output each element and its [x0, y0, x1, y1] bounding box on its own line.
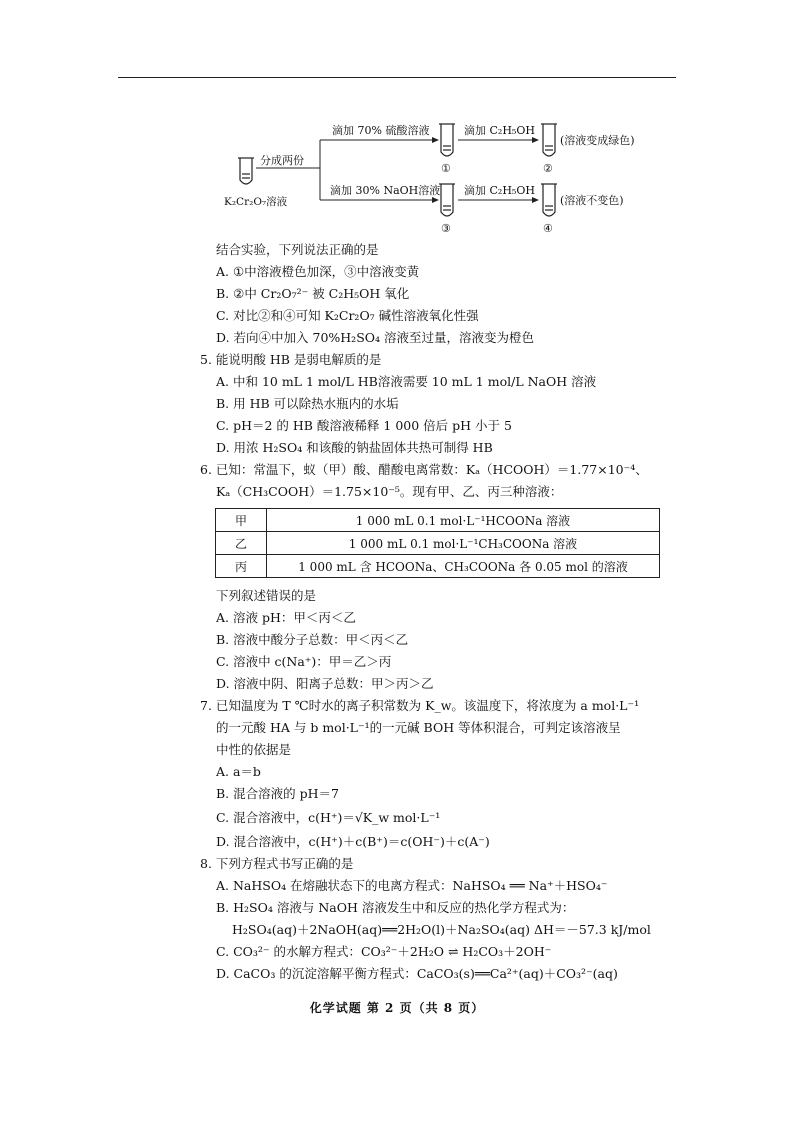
- arrow-bot-1-label: 滴加 30% NaOH溶液: [330, 184, 441, 197]
- q8-option-b-equation: H₂SO₄(aq)＋2NaOH(aq)══2H₂O(l)＋Na₂SO₄(aq) ΔH＝－57.3 kJ/mol: [232, 922, 651, 937]
- q7-option-d: D. 混合溶液中，c(H⁺)＋c(B⁺)＝c(OH⁻)＋c(A⁻): [216, 834, 490, 849]
- tube-4-label: ④: [543, 222, 553, 235]
- q4-option-d: D. 若向④中加入 70%H₂SO₄ 溶液至过量，溶液变为橙色: [216, 330, 534, 345]
- tube-2-note: (溶液变成绿色): [560, 134, 635, 147]
- arrow-top-2-label: 滴加 C₂H₅OH: [464, 124, 535, 137]
- q8-option-a: A. NaHSO₄ 在熔融状态下的电离方程式：NaHSO₄ ══ Na⁺＋HSO₄⁻: [216, 878, 608, 893]
- experiment-diagram: [220, 118, 680, 243]
- table-row: [216, 532, 660, 555]
- table-cell-key: 甲: [216, 509, 267, 532]
- q5-stem: 5. 能说明酸 HB 是弱电解质的是: [200, 352, 382, 367]
- start-label: K₂Cr₂O₇溶液: [224, 196, 288, 208]
- table-cell-key: 丙: [216, 555, 267, 578]
- tube-3-icon: [439, 184, 455, 216]
- table-cell-value: 1 000 mL 0.1 mol·L⁻¹HCOONa 溶液: [267, 509, 660, 532]
- q6-option-b: B. 溶液中酸分子总数：甲＜丙＜乙: [216, 632, 409, 647]
- q6-option-c: C. 溶液中 c(Na⁺)：甲＝乙＞丙: [216, 654, 392, 669]
- arrow-top-1-label: 滴加 70% 硫酸溶液: [332, 124, 430, 137]
- q8-option-d: D. CaCO₃ 的沉淀溶解平衡方程式：CaCO₃(s)══Ca²⁺(aq)＋CO₃²⁻(aq): [216, 966, 618, 981]
- q6-stem-2: Kₐ（CH₃COOH）＝1.75×10⁻⁵。现有甲、乙、丙三种溶液：: [216, 484, 563, 499]
- q5-option-b: B. 用 HB 可以除热水瓶内的水垢: [216, 396, 399, 411]
- tube-3-label: ③: [441, 222, 451, 235]
- q7-stem-1: 7. 已知温度为 T ℃时水的离子积常数为 K_w。该温度下，将浓度为 a mol·L⁻¹: [200, 698, 640, 713]
- table-row: [216, 509, 660, 532]
- q4-option-c: C. 对比②和④可知 K₂Cr₂O₇ 碱性溶液氧化性强: [216, 308, 479, 323]
- q7-stem-2: 的一元酸 HA 与 b mol·L⁻¹的一元碱 BOH 等体积混合，可判定该溶液呈: [216, 720, 621, 735]
- split-label: 分成两份: [260, 154, 304, 167]
- q8-option-c: C. CO₃²⁻ 的水解方程式：CO₃²⁻＋2H₂O ⇌ H₂CO₃＋2OH⁻: [216, 944, 552, 959]
- q6-ask: 下列叙述错误的是: [216, 588, 317, 603]
- tube-1-label: ①: [441, 162, 451, 175]
- table-row: [216, 555, 660, 578]
- table-cell-key: 乙: [216, 532, 267, 555]
- arrow-bot-2-label: 滴加 C₂H₅OH: [464, 184, 535, 197]
- tube-4-icon: [541, 184, 557, 216]
- q6-option-a: A. 溶液 pH：甲＜丙＜乙: [216, 610, 356, 625]
- table-cell-value: 1 000 mL 0.1 mol·L⁻¹CH₃COONa 溶液: [267, 532, 660, 555]
- tube-2-icon: [541, 124, 557, 156]
- header-rule: [118, 77, 676, 78]
- start-tube-icon: [238, 158, 254, 184]
- q7-option-b: B. 混合溶液的 pH＝7: [216, 786, 339, 801]
- q4-option-b: B. ②中 Cr₂O₇²⁻ 被 C₂H₅OH 氧化: [216, 286, 410, 301]
- q8-option-b: B. H₂SO₄ 溶液与 NaOH 溶液发生中和反应的热化学方程式为：: [216, 900, 575, 915]
- q6-stem-1: 6. 已知：常温下，蚁（甲）酸、醋酸电离常数：Kₐ（HCOOH）＝1.77×10⁻⁴、: [200, 462, 648, 477]
- page-footer: 化学试题 第 2 页（共 8 页）: [309, 1001, 485, 1015]
- q6-option-d: D. 溶液中阴、阳离子总数：甲＞丙＞乙: [216, 676, 434, 691]
- q7-option-c: C. 混合溶液中，c(H⁺)＝√K_w mol·L⁻¹: [216, 810, 441, 825]
- tube-4-note: (溶液不变色): [560, 194, 624, 207]
- q7-stem-3: 中性的依据是: [216, 742, 292, 757]
- q7-option-a: A. a＝b: [216, 764, 261, 779]
- tube-1-icon: [439, 124, 455, 156]
- q6-table: [215, 508, 660, 578]
- table-cell-value: 1 000 mL 含 HCOONa、CH₃COONa 各 0.05 mol 的溶液: [267, 555, 660, 578]
- q4-stem: 结合实验，下列说法正确的是: [216, 242, 379, 257]
- tube-2-label: ②: [543, 162, 553, 175]
- q4-option-a: A. ①中溶液橙色加深，③中溶液变黄: [216, 264, 420, 279]
- q5-option-a: A. 中和 10 mL 1 mol/L HB溶液需要 10 mL 1 mol/L NaOH 溶液: [216, 374, 597, 389]
- q5-option-c: C. pH＝2 的 HB 酸溶液稀释 1 000 倍后 pH 小于 5: [216, 418, 512, 433]
- q8-stem: 8. 下列方程式书写正确的是: [200, 856, 354, 871]
- q5-option-d: D. 用浓 H₂SO₄ 和该酸的钠盐固体共热可制得 HB: [216, 440, 493, 455]
